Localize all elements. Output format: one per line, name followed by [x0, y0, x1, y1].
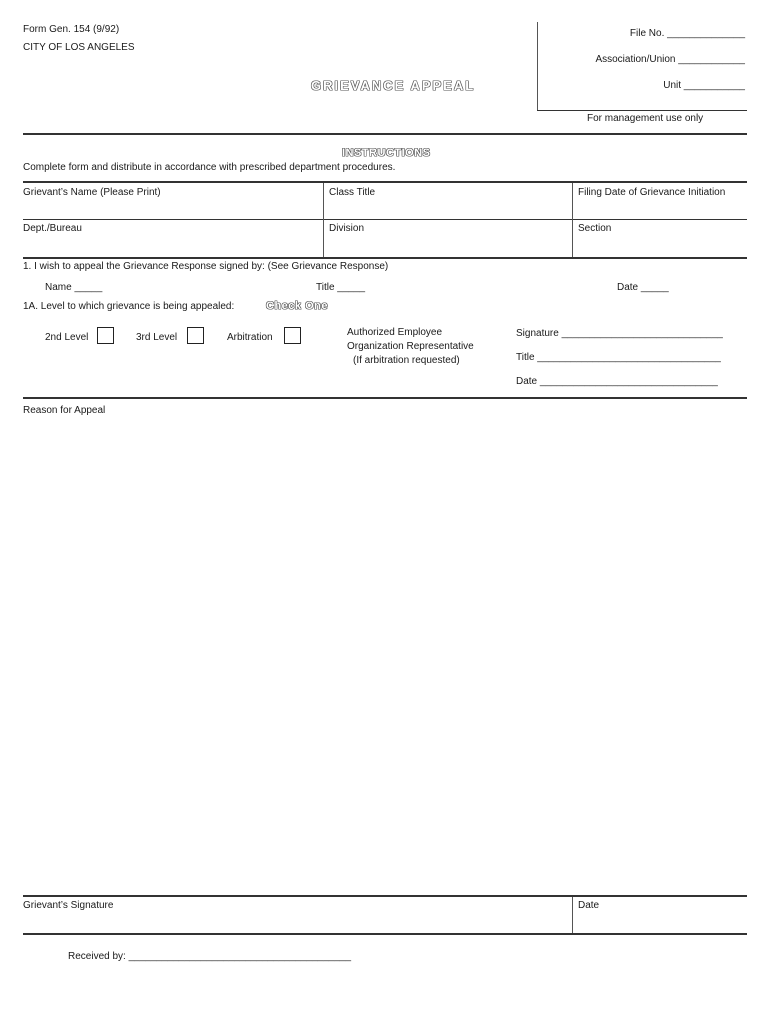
form-number: Form Gen. 154 (9/92)	[23, 24, 120, 35]
unit-field[interactable]: Unit ___________	[663, 80, 745, 91]
checkbox-3rd-level[interactable]	[187, 327, 204, 344]
footer-date-field[interactable]: Date	[578, 900, 600, 911]
division-field[interactable]: Division	[329, 223, 365, 234]
reason-textarea[interactable]	[23, 420, 747, 890]
rep-signature-field[interactable]: Signature _____________________________	[516, 328, 723, 339]
section-field[interactable]: Section	[578, 223, 612, 234]
grievant-name-field[interactable]: Grievant’s Name (Please Print)	[23, 187, 161, 198]
management-box-left-border	[537, 22, 538, 110]
footer-bottom-border	[23, 933, 747, 935]
grievant-signature-field[interactable]: Grievant’s Signature	[23, 900, 114, 911]
section1a-text: 1A. Level to which grievance is being appealed:	[23, 301, 235, 312]
check-one-label: Check One	[266, 300, 328, 312]
grid-top-border	[23, 181, 747, 183]
instructions-text: Complete form and distribute in accordance with prescribed department procedures.	[23, 162, 396, 173]
grid-bottom-border	[23, 257, 747, 259]
footer-column-divider	[572, 897, 573, 933]
grid-column-divider	[572, 183, 573, 257]
option-label-2nd-level: 2nd Level	[45, 332, 89, 343]
file-no-field[interactable]: File No. ______________	[629, 28, 745, 39]
checkbox-arbitration[interactable]	[284, 327, 301, 344]
rep-title-field[interactable]: Title _________________________________	[516, 352, 721, 363]
grid-row-divider	[23, 219, 747, 220]
class-title-field[interactable]: Class Title	[329, 187, 376, 198]
filing-date-field[interactable]: Filing Date of Grievance Initiation	[578, 187, 726, 198]
footer-top-border	[23, 895, 747, 897]
city-name: CITY OF LOS ANGELES	[23, 42, 135, 53]
reason-label: Reason for Appeal	[23, 405, 106, 416]
grid-column-divider	[323, 183, 324, 257]
dept-bureau-field[interactable]: Dept./Bureau	[23, 223, 82, 234]
section1-text: 1. I wish to appeal the Grievance Response signed by: (See Grievance Response)	[23, 261, 389, 272]
rep-label-line2: Organization Representative	[347, 341, 474, 352]
management-box-bottom-border	[537, 110, 747, 111]
management-caption: For management use only	[587, 113, 704, 124]
rep-label-line1: Authorized Employee	[347, 327, 443, 338]
checkbox-2nd-level[interactable]	[97, 327, 114, 344]
page-title: GRIEVANCE APPEAL	[311, 78, 476, 93]
appeal-date-field[interactable]: Date _____	[617, 282, 669, 293]
received-by-field[interactable]: Received by: ________________________________________	[68, 951, 352, 962]
option-label-arbitration: Arbitration	[227, 332, 273, 343]
option-label-3rd-level: 3rd Level	[136, 332, 178, 343]
appeal-name-field[interactable]: Name _____	[45, 282, 103, 293]
association-union-field[interactable]: Association/Union ____________	[595, 54, 745, 65]
rep-date-field[interactable]: Date ________________________________	[516, 376, 718, 387]
appeal-title-field[interactable]: Title _____	[316, 282, 366, 293]
divider	[23, 133, 747, 135]
rep-label-line3: (If arbitration requested)	[353, 355, 460, 366]
instructions-heading: INSTRUCTIONS	[342, 147, 431, 159]
divider	[23, 397, 747, 399]
